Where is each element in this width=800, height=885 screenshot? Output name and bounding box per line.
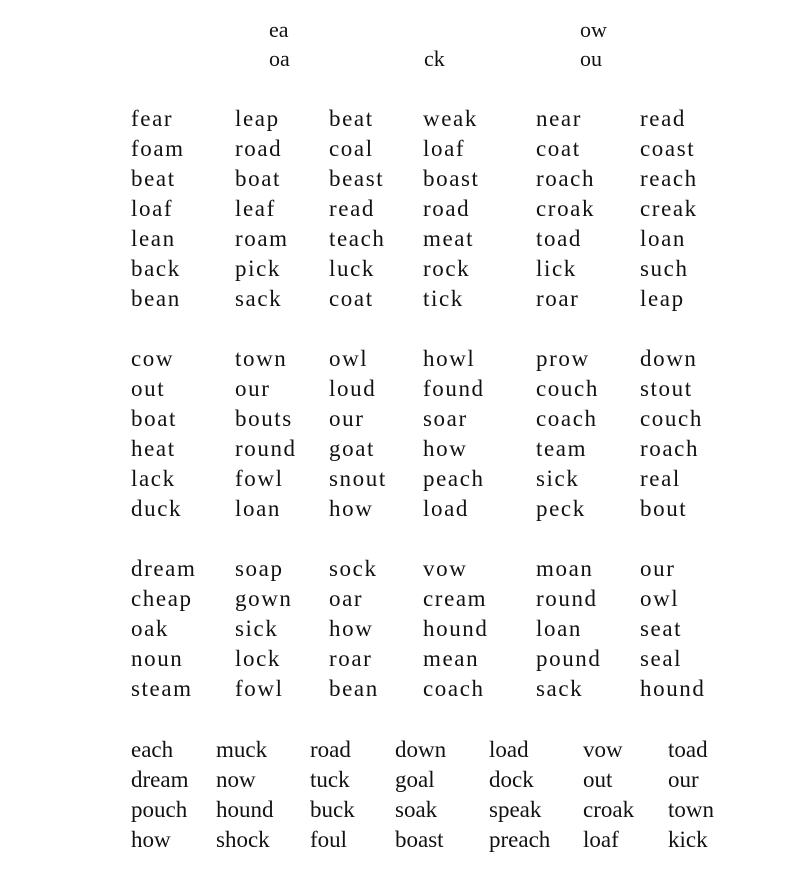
word: town: [668, 797, 714, 822]
word: peach: [423, 466, 485, 491]
word: town: [235, 346, 288, 371]
word: foul: [310, 827, 348, 852]
word: round: [235, 436, 297, 461]
word: teach: [329, 226, 386, 251]
word: down: [640, 346, 698, 371]
word: roach: [536, 166, 596, 191]
word: coach: [536, 406, 598, 431]
word: goal: [395, 767, 435, 792]
word: gown: [235, 586, 293, 611]
word: roar: [536, 286, 580, 311]
word: luck: [329, 256, 375, 281]
word: each: [131, 737, 174, 762]
word: bean: [329, 676, 379, 701]
word: croak: [536, 196, 596, 221]
word: loaf: [583, 827, 619, 852]
word: snout: [329, 466, 387, 491]
word: beat: [329, 106, 374, 131]
word: oar: [329, 586, 364, 611]
word: coal: [329, 136, 374, 161]
word: kick: [668, 827, 708, 852]
word: roar: [329, 646, 373, 671]
word: boat: [235, 166, 281, 191]
word: seal: [640, 646, 683, 671]
word: dream: [131, 767, 189, 792]
word: bean: [131, 286, 181, 311]
word: mean: [423, 646, 480, 671]
word: loaf: [131, 196, 174, 221]
word: our: [668, 767, 699, 792]
word: soar: [423, 406, 468, 431]
word: goat: [329, 436, 375, 461]
word: foam: [131, 136, 185, 161]
word: sick: [235, 616, 279, 641]
word: shock: [216, 827, 270, 852]
word: load: [489, 737, 529, 762]
word: pouch: [131, 797, 188, 822]
word: boat: [131, 406, 177, 431]
word: road: [310, 737, 351, 762]
word: rock: [423, 256, 471, 281]
word: soak: [395, 797, 438, 822]
word: beast: [329, 166, 385, 191]
word: hound: [216, 797, 274, 822]
word: tick: [423, 286, 464, 311]
word: beat: [131, 166, 176, 191]
word: owl: [640, 586, 680, 611]
word: how: [329, 616, 374, 641]
word: down: [395, 737, 447, 762]
word: preach: [489, 827, 551, 852]
word: coach: [423, 676, 485, 701]
word: coat: [536, 136, 581, 161]
word: our: [329, 406, 365, 431]
word: loan: [536, 616, 582, 641]
word: buck: [310, 797, 355, 822]
word: moan: [536, 556, 594, 581]
word: fowl: [235, 466, 284, 491]
word: read: [640, 106, 686, 131]
word: bouts: [235, 406, 293, 431]
word: soap: [235, 556, 284, 581]
header-ea: ea: [269, 17, 289, 42]
word: fear: [131, 106, 174, 131]
word: owl: [329, 346, 369, 371]
word: found: [423, 376, 485, 401]
word: lack: [131, 466, 176, 491]
word: heat: [131, 436, 176, 461]
word: round: [536, 586, 598, 611]
word: couch: [640, 406, 703, 431]
word: roach: [640, 436, 700, 461]
word: weak: [423, 106, 478, 131]
word: vow: [583, 737, 623, 762]
word: pick: [235, 256, 281, 281]
word: tuck: [310, 767, 350, 792]
word: seat: [640, 616, 683, 641]
header-oa: oa: [269, 46, 290, 71]
word: read: [329, 196, 375, 221]
word: oak: [131, 616, 170, 641]
word: real: [640, 466, 681, 491]
word: out: [583, 767, 613, 792]
word: loan: [235, 496, 281, 521]
word: sick: [536, 466, 580, 491]
word: how: [329, 496, 374, 521]
word: lock: [235, 646, 281, 671]
word: how: [131, 827, 171, 852]
word: now: [216, 767, 256, 792]
header-ow: ow: [580, 17, 607, 42]
word: toad: [668, 737, 708, 762]
word: prow: [536, 346, 590, 371]
word: such: [640, 256, 689, 281]
word: how: [423, 436, 468, 461]
word: bout: [640, 496, 688, 521]
word: leaf: [235, 196, 276, 221]
word: couch: [536, 376, 599, 401]
word: boast: [423, 166, 480, 191]
word: duck: [131, 496, 183, 521]
word: coat: [329, 286, 374, 311]
word: muck: [216, 737, 268, 762]
header-ck: ck: [424, 46, 445, 71]
word: loud: [329, 376, 377, 401]
word: reach: [640, 166, 698, 191]
word: hound: [423, 616, 489, 641]
header-ou: ou: [580, 46, 602, 71]
word: fowl: [235, 676, 284, 701]
word: croak: [583, 797, 635, 822]
word: stout: [640, 376, 693, 401]
word: boast: [395, 827, 444, 852]
word: our: [235, 376, 271, 401]
word: team: [536, 436, 588, 461]
word: lick: [536, 256, 577, 281]
word: howl: [423, 346, 476, 371]
word: sock: [329, 556, 378, 581]
word: speak: [489, 797, 542, 822]
word: coast: [640, 136, 696, 161]
word: roam: [235, 226, 289, 251]
word: lean: [131, 226, 176, 251]
word: steam: [131, 676, 193, 701]
word: cow: [131, 346, 175, 371]
word: toad: [536, 226, 582, 251]
word: peck: [536, 496, 586, 521]
word: road: [423, 196, 471, 221]
word: sack: [235, 286, 283, 311]
word: dock: [489, 767, 534, 792]
word: loaf: [423, 136, 466, 161]
word: cheap: [131, 586, 193, 611]
word: hound: [640, 676, 706, 701]
word: creak: [640, 196, 698, 221]
word: sack: [536, 676, 584, 701]
word: leap: [640, 286, 685, 311]
word: loan: [640, 226, 686, 251]
word: noun: [131, 646, 184, 671]
word: pound: [536, 646, 602, 671]
word: near: [536, 106, 582, 131]
word: road: [235, 136, 283, 161]
word: leap: [235, 106, 280, 131]
word: out: [131, 376, 166, 401]
word: back: [131, 256, 181, 281]
word: load: [423, 496, 469, 521]
word: dream: [131, 556, 197, 581]
word: our: [640, 556, 676, 581]
word: vow: [423, 556, 468, 581]
word: meat: [423, 226, 475, 251]
word: cream: [423, 586, 488, 611]
